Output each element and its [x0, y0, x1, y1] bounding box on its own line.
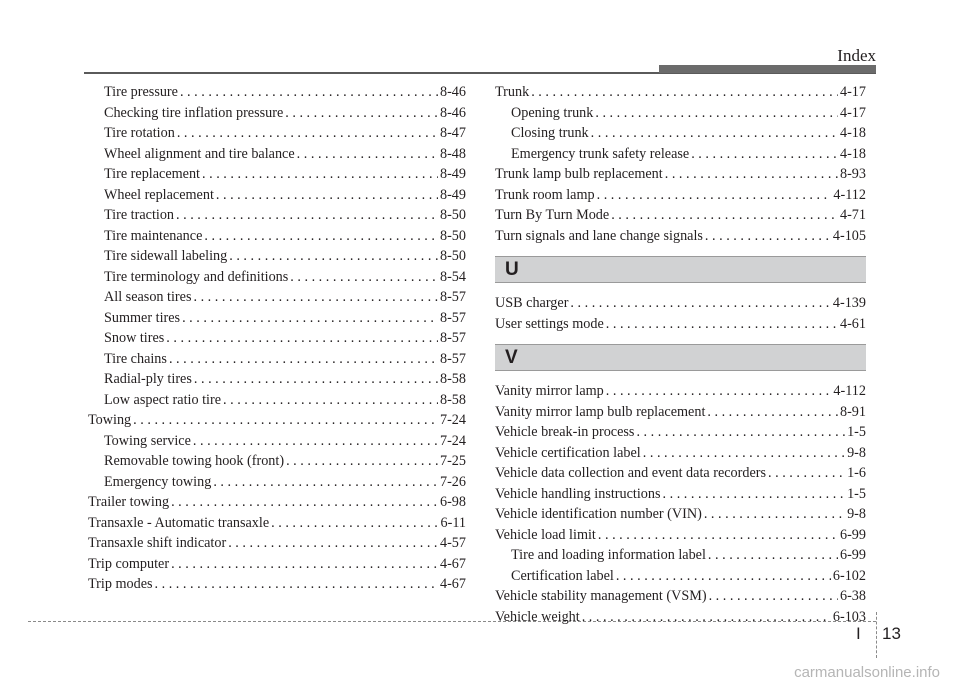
entry-page: 8-58 — [439, 371, 466, 387]
dot-leader — [663, 484, 846, 505]
index-entry — [88, 123, 466, 144]
entry-label: Removable towing hook (front) — [104, 453, 285, 469]
entry-page: 4-105 — [832, 227, 866, 244]
entry-label: Tire pressure — [104, 84, 178, 100]
watermark: carmanualsonline.info — [794, 664, 940, 681]
index-entry — [495, 422, 866, 443]
dot-leader — [636, 422, 845, 443]
section-letter-u: U — [505, 258, 519, 280]
index-entry — [495, 293, 866, 314]
entry-page: 7-26 — [439, 473, 466, 490]
v-entries — [495, 381, 866, 627]
index-entry — [88, 390, 466, 411]
entry-label: Transaxle - Automatic transaxle — [88, 514, 270, 531]
entry-label: Vehicle identification number (VIN) — [495, 506, 702, 522]
index-entry — [88, 410, 466, 431]
header-title: Index — [837, 46, 876, 65]
dot-leader — [643, 443, 845, 464]
entry-page: 8-50 — [439, 248, 466, 264]
dot-leader — [704, 504, 845, 525]
dot-leader — [176, 205, 438, 226]
index-entry — [88, 574, 466, 595]
entry-page: 6-11 — [440, 514, 466, 531]
left-column — [88, 82, 466, 595]
index-entry — [495, 381, 866, 402]
dot-leader — [193, 431, 438, 452]
dot-leader — [290, 267, 438, 288]
index-entry — [495, 226, 866, 247]
entry-label: All season tires — [104, 289, 192, 305]
dot-leader — [691, 144, 838, 165]
dot-leader — [194, 369, 438, 390]
entry-label: Tire maintenance — [104, 227, 203, 244]
entry-label: Low aspect ratio tire — [104, 391, 221, 408]
dot-leader — [570, 293, 830, 314]
index-entry — [495, 185, 866, 206]
dot-leader — [708, 545, 838, 566]
entry-page: 8-57 — [439, 309, 466, 326]
entry-page: 8-91 — [839, 403, 866, 420]
entry-page: 4-17 — [839, 84, 866, 100]
entry-label: Wheel alignment and tire balance — [104, 145, 295, 162]
dot-leader — [133, 410, 438, 431]
dot-leader — [229, 246, 438, 267]
entry-label: Tire and loading information label — [511, 547, 706, 563]
entry-label: Trip modes — [88, 576, 153, 592]
dot-leader — [597, 185, 832, 206]
index-entry — [88, 287, 466, 308]
entry-label: Towing service — [104, 432, 191, 449]
entry-page: 8-48 — [439, 145, 466, 162]
entry-page: 8-46 — [439, 84, 466, 100]
entry-label: USB charger — [495, 295, 569, 311]
entry-page: 1-6 — [847, 465, 866, 481]
entry-label: Trailer towing — [88, 494, 170, 510]
right-column — [495, 82, 866, 627]
index-entry — [495, 463, 866, 484]
entry-label: Tire replacement — [104, 166, 200, 182]
entry-label: Towing — [88, 412, 132, 428]
index-entry — [88, 492, 466, 513]
entry-page: 4-57 — [439, 535, 466, 551]
footer-rule — [28, 621, 876, 622]
index-entry — [495, 525, 866, 546]
dot-leader — [768, 463, 845, 484]
entry-page: 4-112 — [833, 186, 866, 203]
index-entry — [495, 566, 866, 587]
entry-label: Vehicle certification label — [495, 444, 641, 461]
index-entry — [495, 545, 866, 566]
entry-label: Closing trunk — [511, 125, 589, 141]
entry-page: 9-8 — [847, 444, 866, 461]
index-entry — [88, 472, 466, 493]
dot-leader — [616, 566, 831, 587]
dot-leader — [223, 390, 438, 411]
dot-leader — [193, 287, 438, 308]
section-bar-v — [495, 344, 866, 371]
u-entries — [495, 293, 866, 334]
entry-label: Certification label — [511, 567, 614, 584]
entry-label: Trunk — [495, 84, 530, 100]
dot-leader — [591, 123, 838, 144]
section-bar-u — [495, 256, 866, 283]
dot-leader — [202, 164, 438, 185]
index-entry — [88, 431, 466, 452]
entry-page: 6-102 — [832, 567, 866, 584]
t-entries — [495, 82, 866, 246]
dot-leader — [271, 513, 438, 534]
index-entry — [88, 328, 466, 349]
entry-label: Checking tire inflation pressure — [104, 104, 284, 121]
index-entry — [88, 144, 466, 165]
index-entry — [495, 123, 866, 144]
entry-page: 4-67 — [439, 555, 466, 572]
dot-leader — [611, 205, 838, 226]
entry-page: 7-25 — [439, 453, 466, 469]
dot-leader — [171, 492, 438, 513]
entry-page: 1-5 — [847, 424, 866, 440]
entry-page: 1-5 — [847, 485, 866, 502]
entry-label: Radial-ply tires — [104, 371, 192, 387]
index-entry — [88, 185, 466, 206]
index-entry — [88, 533, 466, 554]
entry-page: 8-50 — [439, 207, 466, 223]
entry-page: 9-8 — [847, 506, 866, 522]
entry-page: 4-18 — [839, 125, 866, 141]
index-entry — [495, 402, 866, 423]
dot-leader — [665, 164, 838, 185]
entry-page: 4-17 — [839, 104, 866, 121]
dot-leader — [182, 308, 438, 329]
entry-label: Vehicle load limit — [495, 526, 596, 543]
entry-page: 6-98 — [439, 494, 466, 510]
entry-label: Turn By Turn Mode — [495, 207, 610, 223]
header-rule-accent — [659, 65, 876, 73]
dot-leader — [155, 574, 438, 595]
entry-label: Vehicle handling instructions — [495, 485, 661, 502]
entry-label: Tire traction — [104, 207, 175, 223]
entry-label: Trip computer — [88, 555, 170, 572]
index-entry — [88, 103, 466, 124]
dot-leader — [286, 451, 438, 472]
entry-page: 4-18 — [839, 145, 866, 162]
entry-label: Opening trunk — [511, 104, 594, 121]
dot-leader — [177, 123, 438, 144]
index-entry — [495, 144, 866, 165]
index-entry — [88, 308, 466, 329]
entry-page: 8-47 — [439, 125, 466, 141]
dot-leader — [216, 185, 438, 206]
entry-page: 8-57 — [439, 330, 466, 346]
index-entry — [88, 82, 466, 103]
entry-page: 8-49 — [439, 166, 466, 182]
index-entry — [88, 369, 466, 390]
entry-page: 6-99 — [839, 526, 866, 543]
index-entry — [495, 164, 866, 185]
index-entry — [88, 205, 466, 226]
index-entry — [495, 103, 866, 124]
footer-section: I — [856, 624, 861, 643]
index-entry — [495, 205, 866, 226]
index-entry — [88, 349, 466, 370]
index-entry — [495, 586, 866, 607]
dot-leader — [180, 82, 438, 103]
index-entry — [88, 554, 466, 575]
footer-vline — [876, 612, 877, 658]
entry-label: Trunk room lamp — [495, 186, 595, 203]
entry-page: 7-24 — [439, 412, 466, 428]
index-entry — [88, 226, 466, 247]
index-entry — [88, 267, 466, 288]
index-entry — [88, 513, 466, 534]
dot-leader — [166, 328, 438, 349]
index-entry — [88, 164, 466, 185]
entry-label: Summer tires — [104, 309, 181, 326]
dot-leader — [705, 226, 831, 247]
entry-label: Vehicle weight — [495, 608, 580, 625]
dot-leader — [531, 82, 838, 103]
entry-label: Tire rotation — [104, 125, 175, 141]
index-entry — [495, 504, 866, 525]
dot-leader — [169, 349, 438, 370]
entry-label: Tire chains — [104, 350, 167, 367]
entry-label: Trunk lamp bulb replacement — [495, 166, 663, 182]
dot-leader — [285, 103, 438, 124]
dot-leader — [598, 525, 838, 546]
entry-label: Transaxle shift indicator — [88, 535, 227, 551]
entry-page: 4-71 — [839, 207, 866, 223]
index-entry — [495, 607, 866, 628]
footer-page-number: 13 — [882, 624, 901, 643]
entry-label: Emergency trunk safety release — [511, 145, 690, 162]
dot-leader — [606, 314, 838, 335]
entry-page: 6-38 — [839, 588, 866, 604]
entry-page: 8-54 — [439, 268, 466, 285]
index-entry — [88, 451, 466, 472]
entry-label: User settings mode — [495, 315, 604, 332]
dot-leader — [595, 103, 838, 124]
entry-label: Vehicle data collection and event data recorders — [495, 465, 767, 481]
entry-page: 4-61 — [839, 315, 866, 332]
entry-page: 4-112 — [833, 383, 866, 399]
entry-page: 8-93 — [839, 166, 866, 182]
entry-page: 8-57 — [439, 289, 466, 305]
dot-leader — [228, 533, 438, 554]
entry-label: Wheel replacement — [104, 186, 214, 203]
dot-leader — [213, 472, 438, 493]
dot-leader — [582, 607, 831, 628]
dot-leader — [606, 381, 832, 402]
index-entry — [88, 246, 466, 267]
entry-label: Vanity mirror lamp bulb replacement — [495, 403, 706, 420]
entry-page: 8-46 — [439, 104, 466, 121]
entry-label: Emergency towing — [104, 473, 212, 490]
entry-label: Vehicle stability management (VSM) — [495, 588, 707, 604]
section-letter-v: V — [505, 346, 518, 368]
dot-leader — [709, 586, 838, 607]
entry-page: 4-67 — [439, 576, 466, 592]
entry-label: Turn signals and lane change signals — [495, 227, 703, 244]
entry-page: 8-57 — [439, 350, 466, 367]
entry-page: 6-99 — [839, 547, 866, 563]
dot-leader — [707, 402, 838, 423]
entry-label: Snow tires — [104, 330, 165, 346]
entry-page: 6-103 — [832, 608, 866, 625]
index-entry — [495, 82, 866, 103]
entry-page: 8-50 — [439, 227, 466, 244]
dot-leader — [204, 226, 438, 247]
index-entry — [495, 443, 866, 464]
dot-leader — [171, 554, 438, 575]
entry-page: 4-139 — [832, 295, 866, 311]
dot-leader — [297, 144, 438, 165]
entry-page: 7-24 — [439, 432, 466, 449]
entry-label: Tire sidewall labeling — [104, 248, 228, 264]
index-entry — [495, 314, 866, 335]
entry-label: Vehicle break-in process — [495, 424, 635, 440]
entry-label: Vanity mirror lamp — [495, 383, 604, 399]
entry-page: 8-49 — [439, 186, 466, 203]
entry-label: Tire terminology and definitions — [104, 268, 289, 285]
entry-page: 8-58 — [439, 391, 466, 408]
index-entry — [495, 484, 866, 505]
